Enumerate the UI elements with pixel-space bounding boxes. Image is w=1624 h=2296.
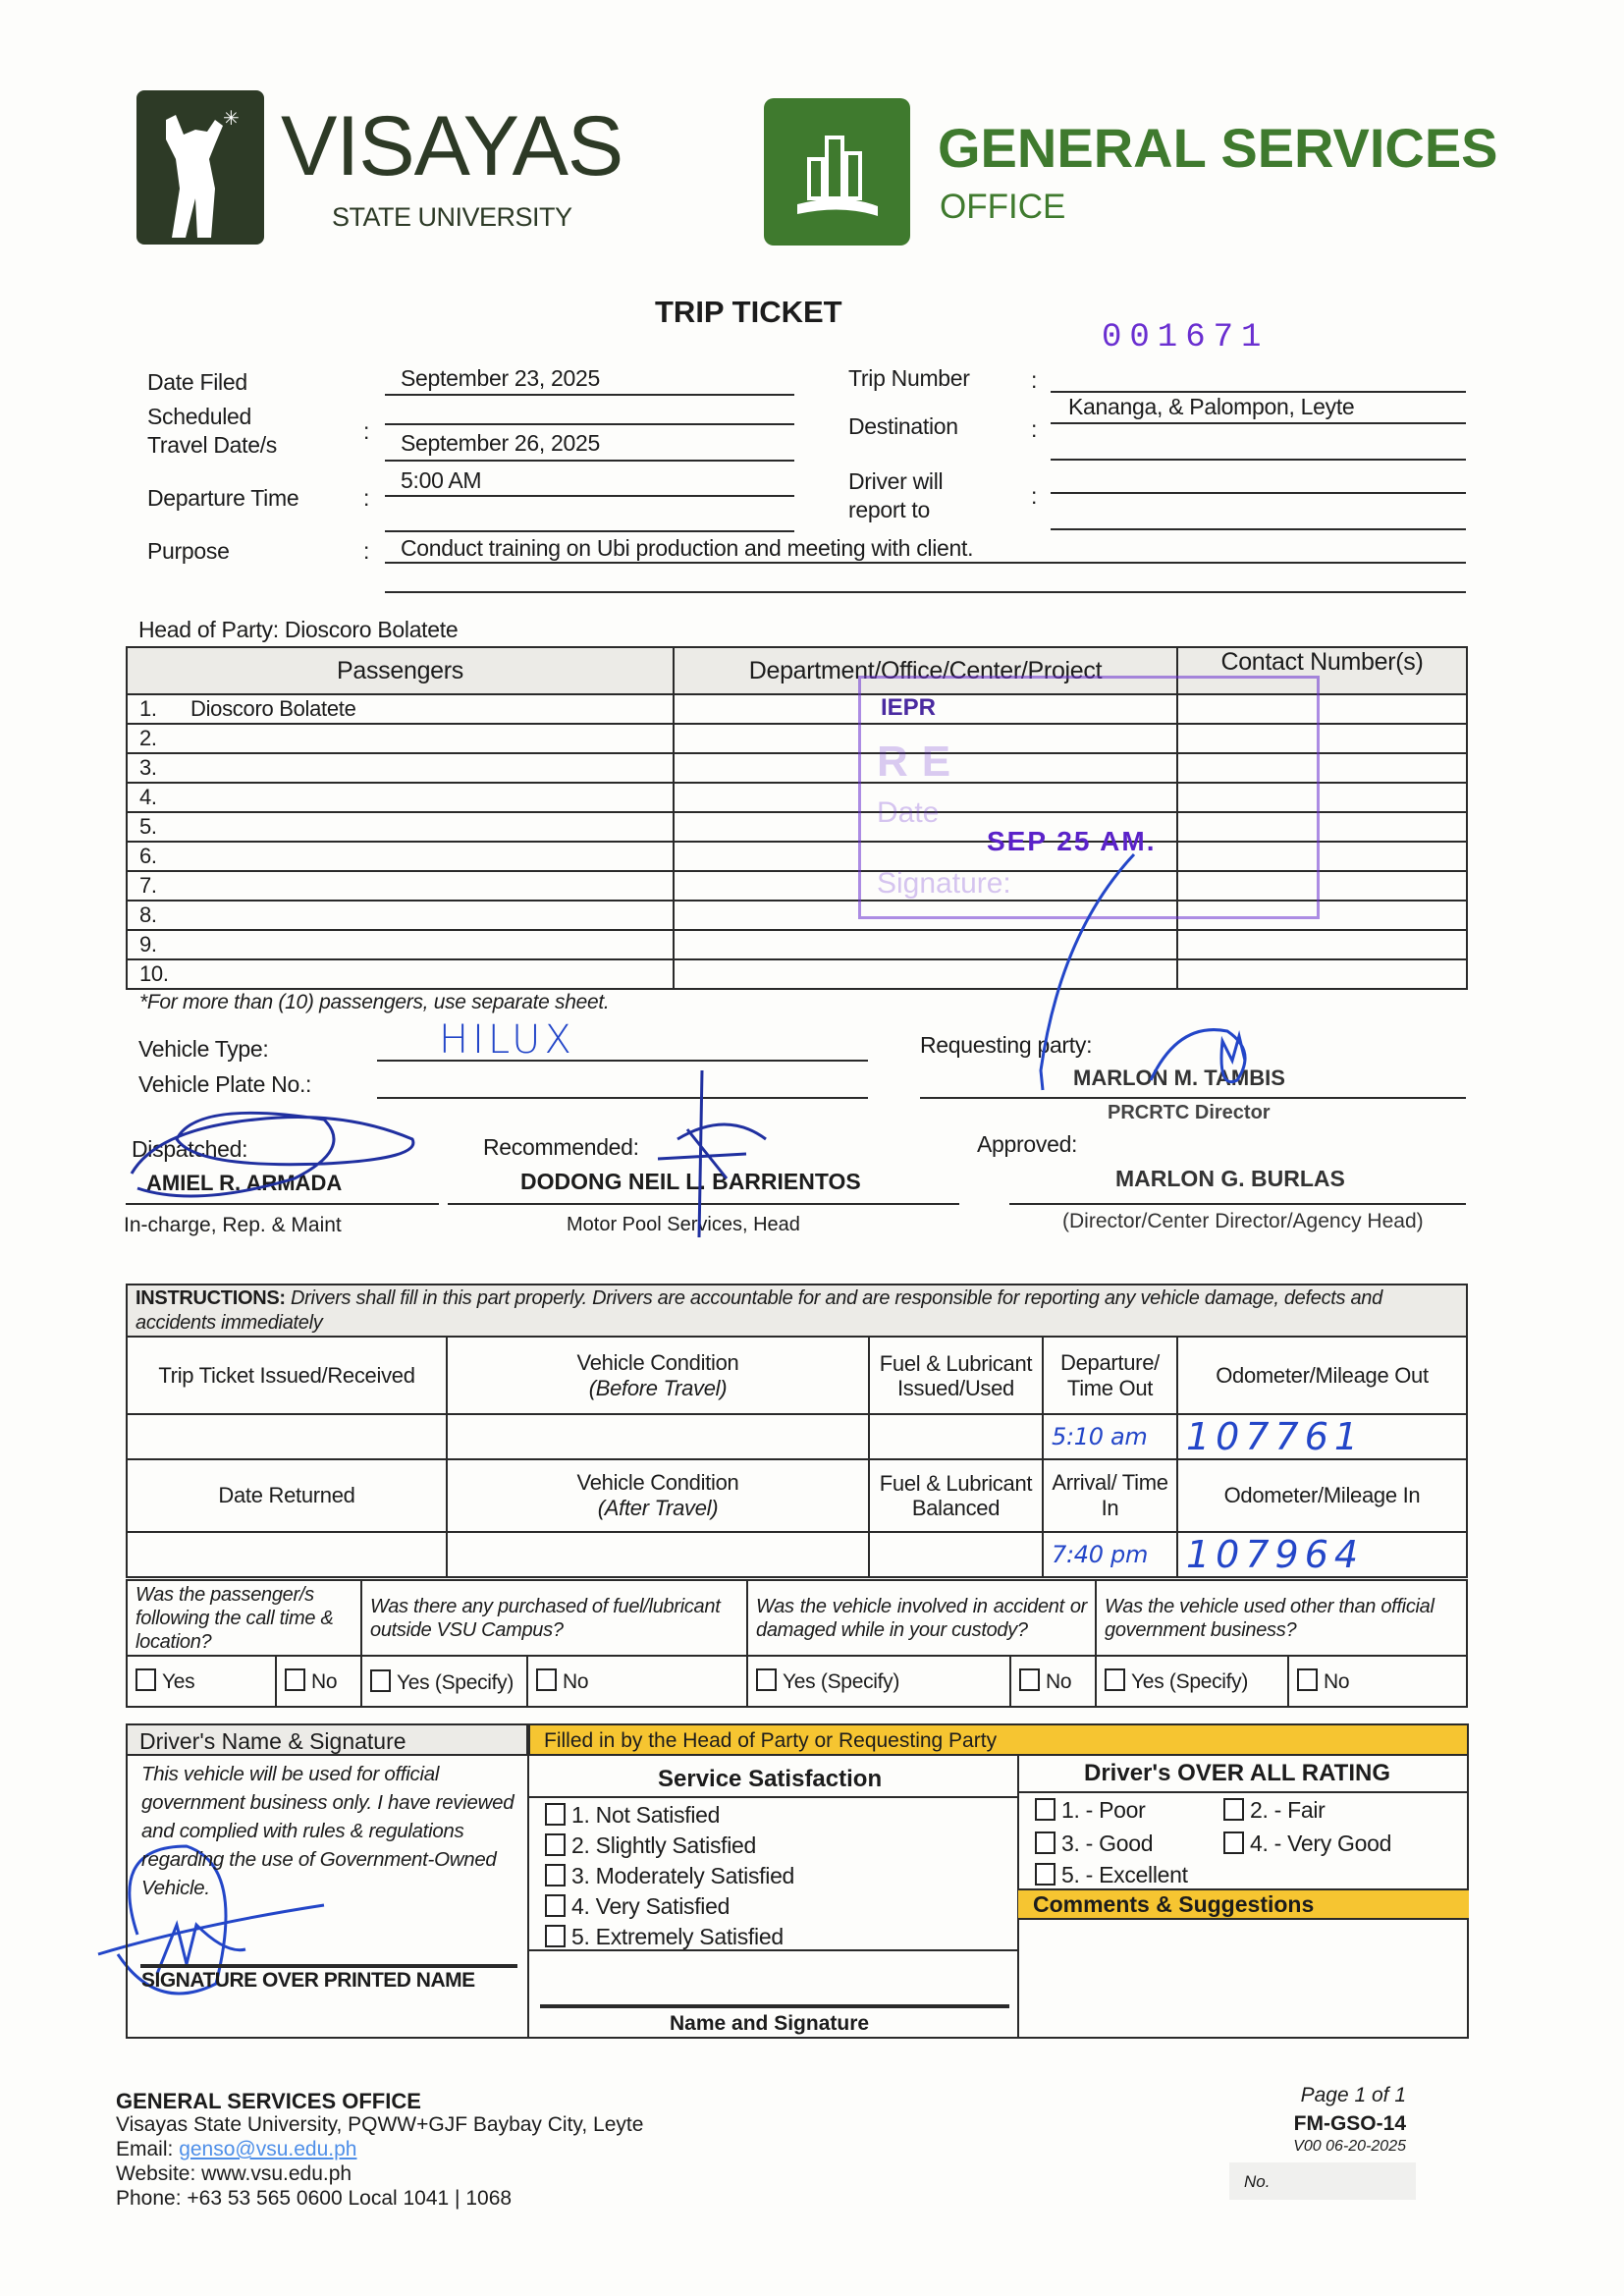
email-link[interactable]: genso@vsu.edu.ph (179, 2138, 357, 2160)
dispatched-title: In-charge, Rep. & Maint (124, 1214, 342, 1236)
rating-label: 3. - Good (1061, 1831, 1154, 1856)
fuel-balanced-value[interactable] (869, 1532, 1043, 1577)
rating-label: 4. - Very Good (1250, 1831, 1392, 1856)
passenger-number: 9. (139, 932, 157, 957)
driver-report-line-2 (1051, 528, 1466, 530)
email-label: Email: (116, 2138, 180, 2160)
footer-address: Visayas State University, PQWW+GJF Baybay City, Leyte (116, 2113, 644, 2136)
comments-area[interactable] (1021, 1919, 1465, 2035)
rating-option-fair[interactable] (1223, 1797, 1326, 1824)
gso-logo (764, 98, 910, 246)
question-1-yes-option[interactable] (127, 1656, 276, 1707)
stamp-line2: RE (877, 738, 965, 786)
name-and-signature-label: Name and Signature (670, 2012, 870, 2035)
option-label: Yes (162, 1670, 195, 1693)
purpose-colon: : (363, 538, 370, 564)
option-label: No (1046, 1670, 1072, 1693)
service-option[interactable] (545, 1863, 794, 1893)
instructions-text (127, 1285, 1467, 1337)
destination-line-2 (1051, 459, 1466, 461)
passenger-row (127, 930, 1467, 959)
checkbox[interactable] (135, 1668, 156, 1691)
passenger-number: 7. (139, 873, 157, 898)
odometer-out-value[interactable]: 107761 (1177, 1414, 1467, 1459)
question-3-yes-option[interactable] (747, 1656, 1010, 1707)
dispatched-label: Dispatched: (132, 1136, 248, 1162)
service-satisfaction-options (545, 1802, 794, 1954)
departure-colon: : (363, 485, 370, 511)
vehicle-plate-label: Vehicle Plate No.: (138, 1071, 312, 1097)
question-2-no-option[interactable] (527, 1656, 747, 1707)
driver-header-cell (126, 1723, 528, 1756)
vehicle-condition-before-value[interactable] (447, 1414, 869, 1459)
rating-option-excellent[interactable] (1035, 1862, 1188, 1888)
passenger-number: 4. (139, 785, 157, 809)
dispatched-line (126, 1203, 439, 1205)
vsu-figure-icon (136, 90, 264, 245)
instructions-label: INSTRUCTIONS: (135, 1286, 286, 1309)
recommended-line (448, 1203, 959, 1205)
passenger-name-cell[interactable] (127, 871, 674, 901)
time-in-value[interactable]: 7:40 pm (1043, 1532, 1177, 1577)
checkbox[interactable] (545, 1833, 566, 1856)
checkbox[interactable] (545, 1894, 566, 1917)
gso-logo-subtitle: OFFICE (940, 188, 1066, 226)
dispatched-name: AMIEL R. ARMADA (146, 1171, 343, 1195)
before-travel-label: (Before Travel) (588, 1375, 728, 1400)
svg-text:✳: ✳ (223, 108, 240, 130)
passenger-name-cell[interactable] (127, 694, 674, 724)
purpose-label: Purpose (147, 538, 230, 564)
driver-instructions-table (126, 1284, 1468, 1578)
time-out-value[interactable]: 5:10 am (1043, 1414, 1177, 1459)
date-returned-header: Date Returned (127, 1459, 447, 1532)
approved-name: MARLON G. BURLAS (1115, 1166, 1345, 1191)
approved-title: (Director/Center Director/Agency Head) (1062, 1210, 1424, 1232)
passenger-name: Dioscoro Bolatete (190, 696, 356, 721)
comments-header-cell (1018, 1888, 1469, 1920)
service-option-label: 1. Not Satisfied (571, 1802, 721, 1828)
option-label: No (563, 1670, 589, 1693)
rating-label: 1. - Poor (1061, 1797, 1146, 1823)
approved-line (1009, 1203, 1466, 1205)
rating-title-divider (1018, 1791, 1469, 1793)
checkbox[interactable] (370, 1669, 391, 1692)
fuel-issued-value[interactable] (869, 1414, 1043, 1459)
contact-header: Contact Number(s) (1177, 647, 1467, 694)
checkbox[interactable] (545, 1925, 566, 1947)
driver-statement: This vehicle will be used for official government business only. I have reviewed and complied with rules & regulations regarding the use of Government-Owned Vehicle. (141, 1763, 514, 1899)
checkbox[interactable] (1105, 1668, 1125, 1691)
scheduled-date-value: September 26, 2025 (401, 430, 601, 456)
fuel-balanced-header: Fuel & Lubricant Balanced (869, 1459, 1043, 1532)
recommended-title: Motor Pool Services, Head (567, 1214, 800, 1235)
trip-ticket-issued-value[interactable] (127, 1414, 447, 1459)
odometer-in-value[interactable]: 107964 (1177, 1532, 1467, 1577)
instructions-body: Drivers shall fill in this part properly. Drivers are accountable for and are responsible for reporting any vehicle damage, defects and accidents immediately (135, 1286, 1382, 1334)
passenger-row (127, 959, 1467, 989)
requesting-party-title: PRCRTC Director (1108, 1102, 1271, 1123)
passenger-name-cell[interactable] (127, 930, 674, 959)
checkbox[interactable] (1019, 1668, 1040, 1691)
stamp-signature-label: Signature: (877, 867, 1011, 900)
departure-line-1 (385, 495, 794, 497)
scheduled-label-2: Travel Date/s (147, 432, 278, 458)
approved-label: Approved: (977, 1131, 1078, 1157)
passenger-name-cell[interactable] (127, 901, 674, 930)
passenger-name-cell[interactable] (127, 783, 674, 812)
passenger-name-cell[interactable] (127, 753, 674, 783)
trip-ticket-issued-header: Trip Ticket Issued/Received (127, 1337, 447, 1414)
passenger-number: 1. (139, 696, 157, 721)
vehicle-condition-after-value[interactable] (447, 1532, 869, 1577)
building-icon (764, 98, 910, 246)
vehicle-type-line (377, 1060, 868, 1062)
option-label: No (1324, 1670, 1350, 1693)
departure-time-value: 5:00 AM (401, 467, 482, 493)
odometer-out-header: Odometer/Mileage Out (1177, 1337, 1467, 1414)
checkbox[interactable] (1223, 1798, 1244, 1821)
serial-number: 001671 (1102, 319, 1270, 356)
driver-report-colon: : (1031, 483, 1038, 509)
recommended-signature-icon (658, 1070, 766, 1237)
arrival-time-in-header: Arrival/ Time In (1043, 1459, 1177, 1532)
checkbox[interactable] (545, 1864, 566, 1886)
question-1-no-option[interactable] (276, 1656, 361, 1707)
checkbox[interactable] (1297, 1668, 1318, 1691)
scheduled-label-1: Scheduled (147, 404, 251, 429)
checkbox[interactable] (1035, 1863, 1056, 1886)
question-4-no-option[interactable] (1288, 1656, 1467, 1707)
date-filed-line (385, 394, 794, 396)
option-label: Yes (Specify) (783, 1670, 900, 1693)
passenger-name-cell[interactable] (127, 812, 674, 842)
rating-option-poor[interactable] (1035, 1797, 1146, 1824)
section-divider (527, 1756, 529, 2039)
form-code: FM-GSO-14 (1293, 2112, 1406, 2135)
head-signature-line (540, 2004, 1009, 2008)
driver-rating-title: Driver's OVER ALL RATING (1084, 1760, 1390, 1786)
vsu-logo-title: VISAYAS (281, 99, 623, 193)
odometer-in-header: Odometer/Mileage In (1177, 1459, 1467, 1532)
date-filed-value: September 23, 2025 (401, 365, 601, 391)
checkbox[interactable] (545, 1803, 566, 1826)
trip-number-line (1051, 391, 1466, 393)
requesting-party-line (920, 1097, 1466, 1099)
control-number-box (1229, 2162, 1416, 2200)
gso-logo-title: GENERAL SERVICES (938, 117, 1498, 179)
departure-line-2 (385, 530, 794, 532)
checkbox[interactable] (756, 1668, 777, 1691)
vehicle-condition-label: Vehicle Condition (576, 1349, 739, 1375)
service-option-label: 4. Very Satisfied (571, 1893, 731, 1919)
received-stamp (858, 676, 1320, 919)
departure-time-out-header: Departure/ Time Out (1043, 1337, 1177, 1414)
passenger-number: 3. (139, 755, 157, 780)
passenger-name-cell[interactable] (127, 959, 674, 989)
vehicle-plate-line (377, 1097, 868, 1099)
purpose-line-2 (385, 591, 1466, 593)
driver-header: Driver's Name & Signature (139, 1728, 406, 1754)
trip-questions-table (126, 1579, 1468, 1708)
after-travel-label: (After Travel) (597, 1496, 719, 1520)
feedback-header: Filled in by the Head of Party or Requesting Party (544, 1729, 998, 1752)
question-2-yes-option[interactable] (361, 1656, 527, 1707)
vehicle-type-label: Vehicle Type: (138, 1036, 269, 1062)
vehicle-condition-before-header (447, 1337, 869, 1414)
question-non-official-use: Was the vehicle used other than official government business? (1096, 1580, 1467, 1656)
option-label: Yes (Specify) (1131, 1670, 1249, 1693)
recommended-name: DODONG NEIL L. BARRIENTOS (520, 1169, 861, 1194)
vsu-logo (136, 90, 264, 245)
date-returned-value[interactable] (127, 1532, 447, 1577)
service-option-label: 5. Extremely Satisfied (571, 1924, 784, 1949)
stamp-date-label: Date (877, 796, 940, 829)
option-label: Yes (Specify) (397, 1670, 514, 1694)
rating-label: 5. - Excellent (1061, 1862, 1188, 1887)
footer-office: GENERAL SERVICES OFFICE (116, 2089, 421, 2113)
option-label: No (311, 1670, 338, 1693)
vehicle-condition-label: Vehicle Condition (576, 1470, 739, 1495)
service-option[interactable] (545, 1893, 794, 1924)
passenger-contact-cell[interactable] (1177, 959, 1467, 989)
stamp-date-value: SEP 25 AM. (987, 826, 1157, 856)
passenger-number: 10. (139, 961, 169, 986)
department-header: Department/Office/Center/Project (674, 647, 1177, 694)
destination-value: Kananga, & Palompon, Leyte (1068, 394, 1355, 419)
driver-report-label-2: report to (848, 497, 930, 522)
checkbox[interactable] (285, 1668, 305, 1691)
service-option-label: 2. Slightly Satisfied (571, 1832, 757, 1858)
form-version: V00 06-20-2025 (1293, 2138, 1406, 2155)
service-satisfaction-title: Service Satisfaction (658, 1766, 883, 1792)
service-title-divider (528, 1796, 1017, 1798)
checkbox[interactable] (1223, 1831, 1244, 1854)
footer-website: Website: www.vsu.edu.ph (116, 2162, 352, 2185)
rating-label: 2. - Fair (1250, 1797, 1326, 1823)
passenger-department-cell[interactable] (674, 959, 1177, 989)
passengers-header: Passengers (127, 647, 674, 694)
question-3-no-option[interactable] (1010, 1656, 1096, 1707)
control-number-label: No. (1244, 2172, 1271, 2191)
vehicle-condition-after-header (447, 1459, 869, 1532)
form-title: TRIP TICKET (655, 295, 842, 329)
trip-number-label: Trip Number (848, 365, 970, 391)
fuel-issued-header: Fuel & Lubricant Issued/Used (869, 1337, 1043, 1414)
passenger-number: 5. (139, 814, 157, 839)
question-accident: Was the vehicle involved in accident or damaged while in your custody? (747, 1580, 1096, 1656)
vehicle-type-value: HILUX (439, 1017, 575, 1063)
question-call-time: Was the passenger/s following the call time & location? (127, 1580, 361, 1656)
vsu-logo-subtitle: STATE UNIVERSITY (332, 202, 572, 232)
passenger-name-cell[interactable] (127, 842, 674, 871)
passenger-number: 6. (139, 844, 157, 868)
destination-colon: : (1031, 416, 1038, 442)
trip-number-colon: : (1031, 367, 1038, 393)
service-option-label: 3. Moderately Satisfied (571, 1863, 795, 1888)
service-list-divider (528, 1949, 1017, 1951)
checkbox[interactable] (1035, 1831, 1056, 1854)
driver-report-line-1 (1051, 492, 1466, 494)
comments-header: Comments & Suggestions (1033, 1891, 1315, 1917)
passenger-name-cell[interactable] (127, 724, 674, 753)
scheduled-line-1 (385, 423, 794, 425)
driver-signature-line (140, 1964, 517, 1968)
driver-report-label-1: Driver will (848, 468, 944, 494)
passengers-footnote: *For more than (10) passengers, use separate sheet. (139, 991, 610, 1013)
passenger-department-cell[interactable] (674, 930, 1177, 959)
date-filed-label: Date Filed (147, 369, 247, 395)
feedback-header-cell (528, 1723, 1469, 1756)
destination-line-1 (1051, 422, 1466, 424)
question-fuel-purchase: Was there any purchased of fuel/lubricant outside VSU Campus? (361, 1580, 747, 1656)
question-4-yes-option[interactable] (1096, 1656, 1288, 1707)
purpose-value: Conduct training on Ubi production and meeting with client. (401, 535, 974, 561)
stamp-office: IEPR (881, 694, 937, 721)
passenger-number: 8. (139, 902, 157, 927)
passenger-number: 2. (139, 726, 157, 750)
driver-signature-caption: SIGNATURE OVER PRINTED NAME (141, 1969, 475, 1992)
checkbox[interactable] (1035, 1798, 1056, 1821)
service-option[interactable] (545, 1832, 794, 1863)
passenger-contact-cell[interactable] (1177, 930, 1467, 959)
requesting-party-name: MARLON M. TAMBIS (1073, 1066, 1285, 1090)
service-option[interactable] (545, 1802, 794, 1832)
footer-phone: Phone: +63 53 565 0600 Local 1041 | 1068 (116, 2187, 513, 2210)
recommended-label: Recommended: (483, 1134, 639, 1160)
rating-option-very-good[interactable] (1223, 1831, 1391, 1857)
footer-email (116, 2138, 356, 2161)
requesting-party-label: Requesting party: (920, 1032, 1093, 1058)
head-of-party: Head of Party: Dioscoro Bolatete (138, 617, 459, 642)
departure-time-label: Departure Time (147, 485, 299, 511)
destination-label: Destination (848, 413, 958, 439)
scheduled-colon: : (363, 418, 370, 444)
checkbox[interactable] (536, 1668, 557, 1691)
purpose-line-1 (385, 562, 1466, 564)
page-number: Page 1 of 1 (1300, 2084, 1406, 2106)
scheduled-line-2 (385, 460, 794, 462)
rating-option-good[interactable] (1035, 1831, 1153, 1857)
